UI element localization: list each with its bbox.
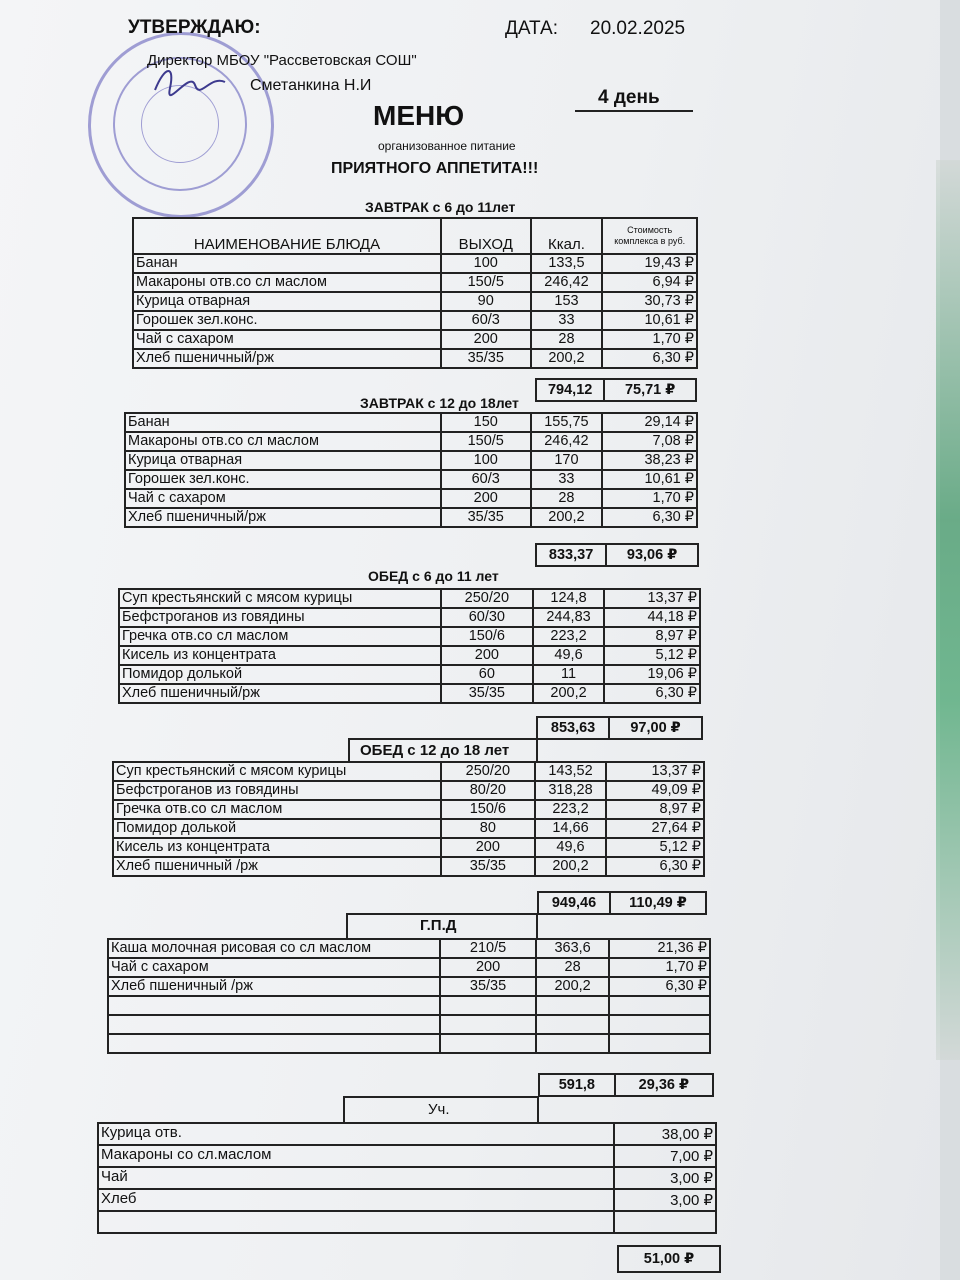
table-cell: 3,00 ₽ xyxy=(614,1167,716,1189)
table-cell: Макароны отв.со сл маслом xyxy=(133,273,441,292)
table-cell: 124,8 xyxy=(533,589,605,608)
table-cell: 200,2 xyxy=(531,349,603,368)
table-cell: 244,83 xyxy=(533,608,605,627)
table-cell: Банан xyxy=(125,413,441,432)
table-cell: 49,6 xyxy=(535,838,607,857)
table-cell xyxy=(108,996,440,1015)
table-cell: 150/5 xyxy=(441,273,531,292)
table-cell: 223,2 xyxy=(535,800,607,819)
table-row xyxy=(125,470,697,489)
table-cell: 10,61 ₽ xyxy=(602,470,697,489)
table-cell: 143,52 xyxy=(535,762,607,781)
table-cell xyxy=(440,1015,535,1034)
table-cell xyxy=(609,1034,710,1053)
table-cell: 35/35 xyxy=(440,977,535,996)
director-title: Директор МБОУ "Рассветовская СОШ" xyxy=(147,52,417,69)
section-title: Г.П.Д xyxy=(420,917,457,934)
table-cell: Помидор долькой xyxy=(113,819,441,838)
table-cell: Макароны отв.со сл маслом xyxy=(125,432,441,451)
table-cell: 200,2 xyxy=(531,508,603,527)
table-cell: 150/6 xyxy=(441,627,533,646)
total-cost: 97,00 ₽ xyxy=(609,717,702,739)
table-cell: 27,64 ₽ xyxy=(606,819,704,838)
total-cost: 75,71 ₽ xyxy=(604,379,696,401)
table-cell: 60/30 xyxy=(441,608,533,627)
table-cell xyxy=(440,1034,535,1053)
table-cell: 28 xyxy=(536,958,610,977)
table-cell: 1,70 ₽ xyxy=(602,489,697,508)
table-cell: 13,37 ₽ xyxy=(606,762,704,781)
total-kcal: 794,12 xyxy=(536,379,604,401)
table-cell xyxy=(609,996,710,1015)
greeting: ПРИЯТНОГО АППЕТИТА!!! xyxy=(331,160,539,177)
table-row xyxy=(125,432,697,451)
col-header-cost: Стоимость комплекса в руб. xyxy=(602,218,697,254)
table-cell: 35/35 xyxy=(441,349,531,368)
table-row xyxy=(125,489,697,508)
total-cost: 110,49 ₽ xyxy=(610,892,706,914)
table-row xyxy=(108,939,710,958)
table-cell: Курица отварная xyxy=(133,292,441,311)
table-row xyxy=(98,1211,716,1233)
table-cell: 33 xyxy=(531,311,603,330)
col-header-name: НАИМЕНОВАНИЕ БЛЮДА xyxy=(133,218,441,254)
table-row xyxy=(108,958,710,977)
table-cell: Горошек зел.конс. xyxy=(133,311,441,330)
table-cell: 246,42 xyxy=(531,432,603,451)
table-cell: Хлеб пшеничный /рж xyxy=(108,977,440,996)
col-header-output: ВЫХОД xyxy=(441,218,531,254)
table-row xyxy=(108,977,710,996)
table-cell: 150/6 xyxy=(441,800,535,819)
table-cell: 19,43 ₽ xyxy=(602,254,697,273)
table-cell: 49,09 ₽ xyxy=(606,781,704,800)
menu-table xyxy=(118,588,701,704)
section-total xyxy=(537,891,707,915)
table-cell: 100 xyxy=(441,451,531,470)
table-cell: 5,12 ₽ xyxy=(606,838,704,857)
date-label: ДАТА: xyxy=(505,18,558,39)
table-cell: 1,70 ₽ xyxy=(609,958,710,977)
table-cell: 133,5 xyxy=(531,254,603,273)
table-row xyxy=(108,996,710,1015)
table-cell xyxy=(536,996,610,1015)
table-cell: 200 xyxy=(441,838,535,857)
section-total xyxy=(536,716,703,740)
table-cell: 19,06 ₽ xyxy=(604,665,700,684)
table-cell: 1,70 ₽ xyxy=(602,330,697,349)
table-cell: 200,2 xyxy=(535,857,607,876)
table-cell: 6,30 ₽ xyxy=(606,857,704,876)
table-row xyxy=(113,819,704,838)
table-row xyxy=(113,781,704,800)
table-cell: 150 xyxy=(441,413,531,432)
total-kcal: 853,63 xyxy=(537,717,609,739)
table-cell: 200,2 xyxy=(536,977,610,996)
day-number: 4 день xyxy=(598,87,660,108)
table-row xyxy=(119,684,700,703)
table-cell: Гречка отв.со сл маслом xyxy=(113,800,441,819)
table-row xyxy=(119,665,700,684)
section-total xyxy=(617,1245,721,1273)
table-cell: 44,18 ₽ xyxy=(604,608,700,627)
table-cell: 153 xyxy=(531,292,603,311)
table-cell xyxy=(536,1034,610,1053)
director-name: Сметанкина Н.И xyxy=(250,77,372,94)
table-cell: 250/20 xyxy=(441,589,533,608)
table-cell: 28 xyxy=(531,489,603,508)
table-row xyxy=(133,349,697,368)
table-cell: Чай с сахаром xyxy=(125,489,441,508)
table-row xyxy=(133,273,697,292)
table-cell: 6,30 ₽ xyxy=(602,508,697,527)
table-cell: 318,28 xyxy=(535,781,607,800)
table-row xyxy=(113,762,704,781)
background-edge xyxy=(936,160,960,1060)
table-row xyxy=(125,413,697,432)
table-cell: 150/5 xyxy=(441,432,531,451)
table-cell: 6,30 ₽ xyxy=(604,684,700,703)
table-row xyxy=(133,292,697,311)
table-cell: 29,14 ₽ xyxy=(602,413,697,432)
table-cell: 14,66 xyxy=(535,819,607,838)
table-cell: 200 xyxy=(441,489,531,508)
table-cell: 200 xyxy=(441,330,531,349)
table-row xyxy=(113,800,704,819)
section-title: ОБЕД с 12 до 18 лет xyxy=(360,742,510,759)
table-cell: 38,00 ₽ xyxy=(614,1123,716,1145)
total-kcal: 949,46 xyxy=(538,892,610,914)
table-cell xyxy=(536,1015,610,1034)
table-cell: Хлеб xyxy=(98,1189,614,1211)
table-cell: 363,6 xyxy=(536,939,610,958)
table-cell: 35/35 xyxy=(441,857,535,876)
table-cell: 30,73 ₽ xyxy=(602,292,697,311)
table-cell: Гречка отв.со сл маслом xyxy=(119,627,441,646)
menu-table xyxy=(107,938,711,1054)
table-cell: 8,97 ₽ xyxy=(606,800,704,819)
table-row xyxy=(113,838,704,857)
table-cell: 6,30 ₽ xyxy=(602,349,697,368)
day-underline xyxy=(575,110,693,112)
table-cell: 6,94 ₽ xyxy=(602,273,697,292)
section-total xyxy=(535,543,699,567)
table-row xyxy=(133,311,697,330)
table-row xyxy=(119,608,700,627)
table-cell: 13,37 ₽ xyxy=(604,589,700,608)
table-row xyxy=(113,857,704,876)
table-cell: 60/3 xyxy=(441,311,531,330)
table-cell: Каша молочная рисовая со сл маслом xyxy=(108,939,440,958)
table-cell: 35/35 xyxy=(441,508,531,527)
table-row xyxy=(133,330,697,349)
table-cell xyxy=(440,996,535,1015)
table-cell: 5,12 ₽ xyxy=(604,646,700,665)
table-cell: 10,61 ₽ xyxy=(602,311,697,330)
section-title: ЗАВТРАК с 12 до 18лет xyxy=(360,395,519,411)
table-row xyxy=(125,508,697,527)
table-cell: 7,08 ₽ xyxy=(602,432,697,451)
table-cell: Хлеб пшеничный/рж xyxy=(133,349,441,368)
section-title: ОБЕД с 6 до 11 лет xyxy=(368,568,499,584)
table-cell: Помидор долькой xyxy=(119,665,441,684)
table-cell: 200 xyxy=(440,958,535,977)
table-row xyxy=(98,1189,716,1211)
table-row xyxy=(98,1145,716,1167)
table-cell: 7,00 ₽ xyxy=(614,1145,716,1167)
table-cell: Суп крестьянский с мясом курицы xyxy=(113,762,441,781)
table-cell xyxy=(609,1015,710,1034)
table-cell: Горошек зел.конс. xyxy=(125,470,441,489)
table-cell: 49,6 xyxy=(533,646,605,665)
table-cell: Кисель из концентрата xyxy=(119,646,441,665)
table-cell xyxy=(108,1015,440,1034)
table-cell: 90 xyxy=(441,292,531,311)
staff-table xyxy=(97,1122,717,1234)
table-row xyxy=(98,1167,716,1189)
table-cell: Хлеб пшеничный/рж xyxy=(125,508,441,527)
table-row xyxy=(133,254,697,273)
table-cell xyxy=(108,1034,440,1053)
total-cost: 29,36 ₽ xyxy=(615,1074,713,1096)
section-title: Уч. xyxy=(428,1101,450,1118)
table-cell: 170 xyxy=(531,451,603,470)
table-cell: 100 xyxy=(441,254,531,273)
table-cell: Хлеб пшеничный/рж xyxy=(119,684,441,703)
table-cell: 33 xyxy=(531,470,603,489)
table-cell: 35/35 xyxy=(441,684,533,703)
table-cell: 60 xyxy=(441,665,533,684)
approve-label: УТВЕРЖДАЮ: xyxy=(128,17,261,38)
table-cell: Бефстроганов из говядины xyxy=(119,608,441,627)
table-cell: 250/20 xyxy=(441,762,535,781)
table-cell: 11 xyxy=(533,665,605,684)
table-cell: Банан xyxy=(133,254,441,273)
table-cell: Чай с сахаром xyxy=(133,330,441,349)
section-total xyxy=(535,378,697,402)
section-title: ЗАВТРАК с 6 до 11лет xyxy=(365,199,516,215)
total-kcal: 591,8 xyxy=(539,1074,615,1096)
table-cell: Чай с сахаром xyxy=(108,958,440,977)
col-header-kcal: Ккал. xyxy=(531,218,603,254)
table-cell: 6,30 ₽ xyxy=(609,977,710,996)
section-total xyxy=(538,1073,714,1097)
table-cell xyxy=(614,1211,716,1233)
page-title: МЕНЮ xyxy=(373,100,465,131)
table-cell: 200,2 xyxy=(533,684,605,703)
table-row xyxy=(119,646,700,665)
table-cell: 38,23 ₽ xyxy=(602,451,697,470)
table-cell: 21,36 ₽ xyxy=(609,939,710,958)
total-cost: 93,06 ₽ xyxy=(606,544,698,566)
table-row xyxy=(119,589,700,608)
table-cell: 80 xyxy=(441,819,535,838)
table-row xyxy=(119,627,700,646)
table-cell: 60/3 xyxy=(441,470,531,489)
table-cell xyxy=(98,1211,614,1233)
table-cell: Кисель из концентрата xyxy=(113,838,441,857)
table-cell: Курица отв. xyxy=(98,1123,614,1145)
table-row xyxy=(108,1015,710,1034)
table-cell: 3,00 ₽ xyxy=(614,1189,716,1211)
menu-table xyxy=(112,761,705,877)
table-cell: 8,97 ₽ xyxy=(604,627,700,646)
table-cell: Курица отварная xyxy=(125,451,441,470)
table-cell: 200 xyxy=(441,646,533,665)
total-cost: 51,00 ₽ xyxy=(618,1246,720,1272)
table-cell: Суп крестьянский с мясом курицы xyxy=(119,589,441,608)
table-cell: 28 xyxy=(531,330,603,349)
table-cell: 223,2 xyxy=(533,627,605,646)
table-cell: 246,42 xyxy=(531,273,603,292)
total-kcal: 833,37 xyxy=(536,544,606,566)
page-subtitle: организованное питание xyxy=(378,139,516,153)
table-cell: Макароны со сл.маслом xyxy=(98,1145,614,1167)
menu-table xyxy=(132,217,698,369)
table-cell: 155,75 xyxy=(531,413,603,432)
table-row xyxy=(98,1123,716,1145)
table-cell: Хлеб пшеничный /рж xyxy=(113,857,441,876)
date-value: 20.02.2025 xyxy=(590,18,686,39)
table-row xyxy=(108,1034,710,1053)
table-cell: 210/5 xyxy=(440,939,535,958)
table-cell: Чай xyxy=(98,1167,614,1189)
menu-table xyxy=(124,412,698,528)
table-cell: 80/20 xyxy=(441,781,535,800)
table-cell: Бефстроганов из говядины xyxy=(113,781,441,800)
table-row xyxy=(125,451,697,470)
